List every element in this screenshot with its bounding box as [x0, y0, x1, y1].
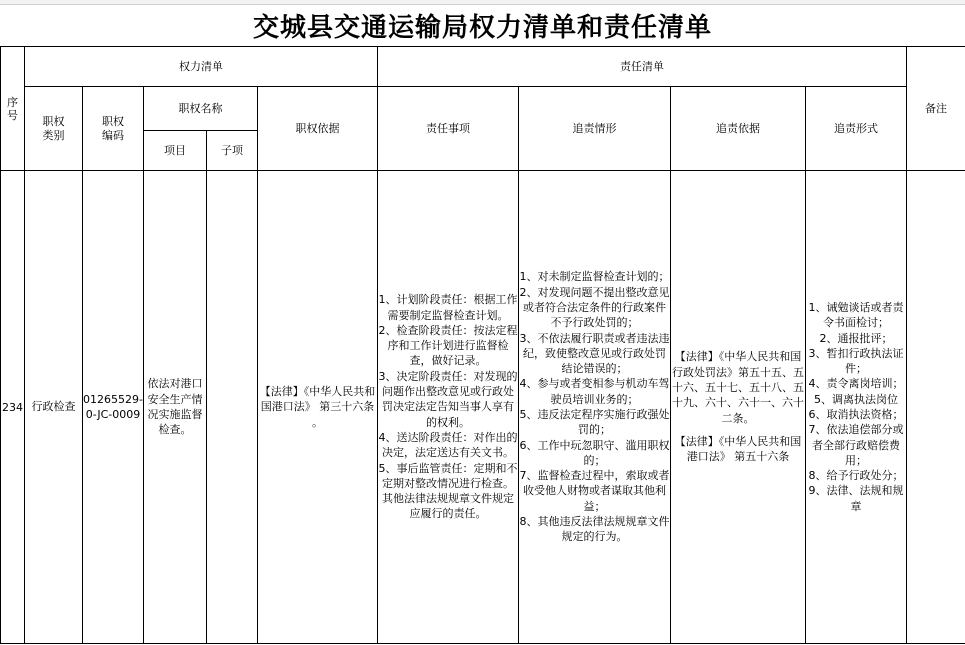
page-title: 交城县交通运输局权力清单和责任清单	[252, 12, 712, 43]
header-seq: 序号	[1, 47, 25, 171]
header-accountability-basis: 追责依据	[671, 87, 806, 171]
accountability-case: 2、对发现问题不提出整改意见或者符合法定条件的行政案件不予行政处罚的；	[519, 285, 670, 330]
accountability-case: 1、对未制定监督检查计划的；	[519, 270, 670, 284]
row-power-code: 01265529-0-JC-0009	[83, 171, 144, 644]
row-seq: 234	[1, 171, 25, 644]
row-accountability-basis	[671, 171, 806, 644]
accountability-form: 4、责令离岗培训；	[808, 377, 904, 391]
accountability-form: 6、取消执法资格；	[808, 408, 904, 421]
header-remark: 备注	[907, 47, 965, 171]
table-row	[1, 171, 965, 644]
header-power-type: 职权类别	[25, 87, 83, 171]
resp-item: 1、计划阶段责任：根据工作需要制定监督检查计划。	[378, 293, 518, 322]
accountability-form: 1、诫勉谈话或者责令书面检讨；	[808, 300, 904, 330]
responsibility-table	[0, 46, 965, 644]
header-power-list: 权力清单	[25, 47, 378, 87]
resp-item: 5、事后监管责任：定期和不定期对整改情况进行检查。其他法律法规规章文件规定应履行的责任。	[378, 461, 518, 521]
header-sub-item: 子项	[207, 131, 258, 171]
resp-item: 4、送达阶段责任：对作出的决定，法定送达有关文书。	[378, 430, 518, 460]
resp-item: 3、决定阶段责任：对发现的问题作出整改意见或行政处罚决定法定告知当事人享有的权利。	[378, 369, 518, 429]
header-resp-items: 责任事项	[378, 87, 519, 171]
accountability-form: 7、依法追偿部分或者全部行政赔偿费用；	[808, 423, 904, 467]
row-accountability-forms	[806, 171, 907, 644]
header-responsibility-list: 责任清单	[378, 47, 907, 87]
accountability-basis-item: 【法律】《中华人民共和国港口法》 第五十六条	[674, 434, 802, 464]
row-sub-item	[207, 171, 258, 644]
resp-item: 2、检查阶段责任：按法定程序和工作计划进行监督检查，做好记录。	[378, 323, 518, 368]
accountability-case: 7、监督检查过程中，索取或者收受他人财物或者谋取其他利益；	[519, 469, 670, 513]
accountability-case: 4、参与或者变相参与机动车驾驶员培训业务的；	[519, 377, 670, 406]
header-power-code: 职权编码	[83, 87, 144, 171]
accountability-basis-item: 【法律】《中华人民共和国行政处罚法》第五十五、五十六、五十七、五十八、五十九、六十、六十一、六十二条。	[672, 350, 804, 425]
header-accountability-cases: 追责情形	[519, 87, 671, 171]
header-accountability-forms: 追责形式	[806, 87, 907, 171]
header-item: 项目	[144, 131, 207, 171]
row-power-type: 行政检查	[25, 171, 83, 644]
row-basis: 【法律】《中华人民共和国港口法》 第三十六条 。	[258, 171, 378, 644]
accountability-form: 8、给予行政处分；	[808, 469, 904, 483]
row-accountability-cases	[519, 171, 671, 644]
accountability-case: 8、其他违反法律法规规章文件规定的行为。	[519, 515, 670, 544]
accountability-form: 5、调离执法岗位	[814, 392, 898, 406]
accountability-form: 9、法律、法规和规章	[808, 484, 904, 513]
accountability-form: 3、暂扣行政执法证件；	[808, 346, 904, 376]
accountability-case: 5、违反法定程序实施行政强处罚的；	[519, 408, 670, 437]
header-power-basis: 职权依据	[258, 87, 378, 171]
header-power-name: 职权名称	[144, 87, 258, 131]
row-resp-items	[378, 171, 519, 644]
row-remark	[907, 171, 965, 644]
row-item: 依法对港口安全生产情况实施监督检查。	[144, 171, 207, 644]
accountability-form: 2、通报批评；	[819, 331, 893, 345]
accountability-case: 3、不依法履行职责或者违法违纪，致使整改意见或行政处罚结论错误的；	[519, 331, 670, 376]
accountability-case: 6、工作中玩忽职守、滥用职权的；	[519, 438, 670, 467]
